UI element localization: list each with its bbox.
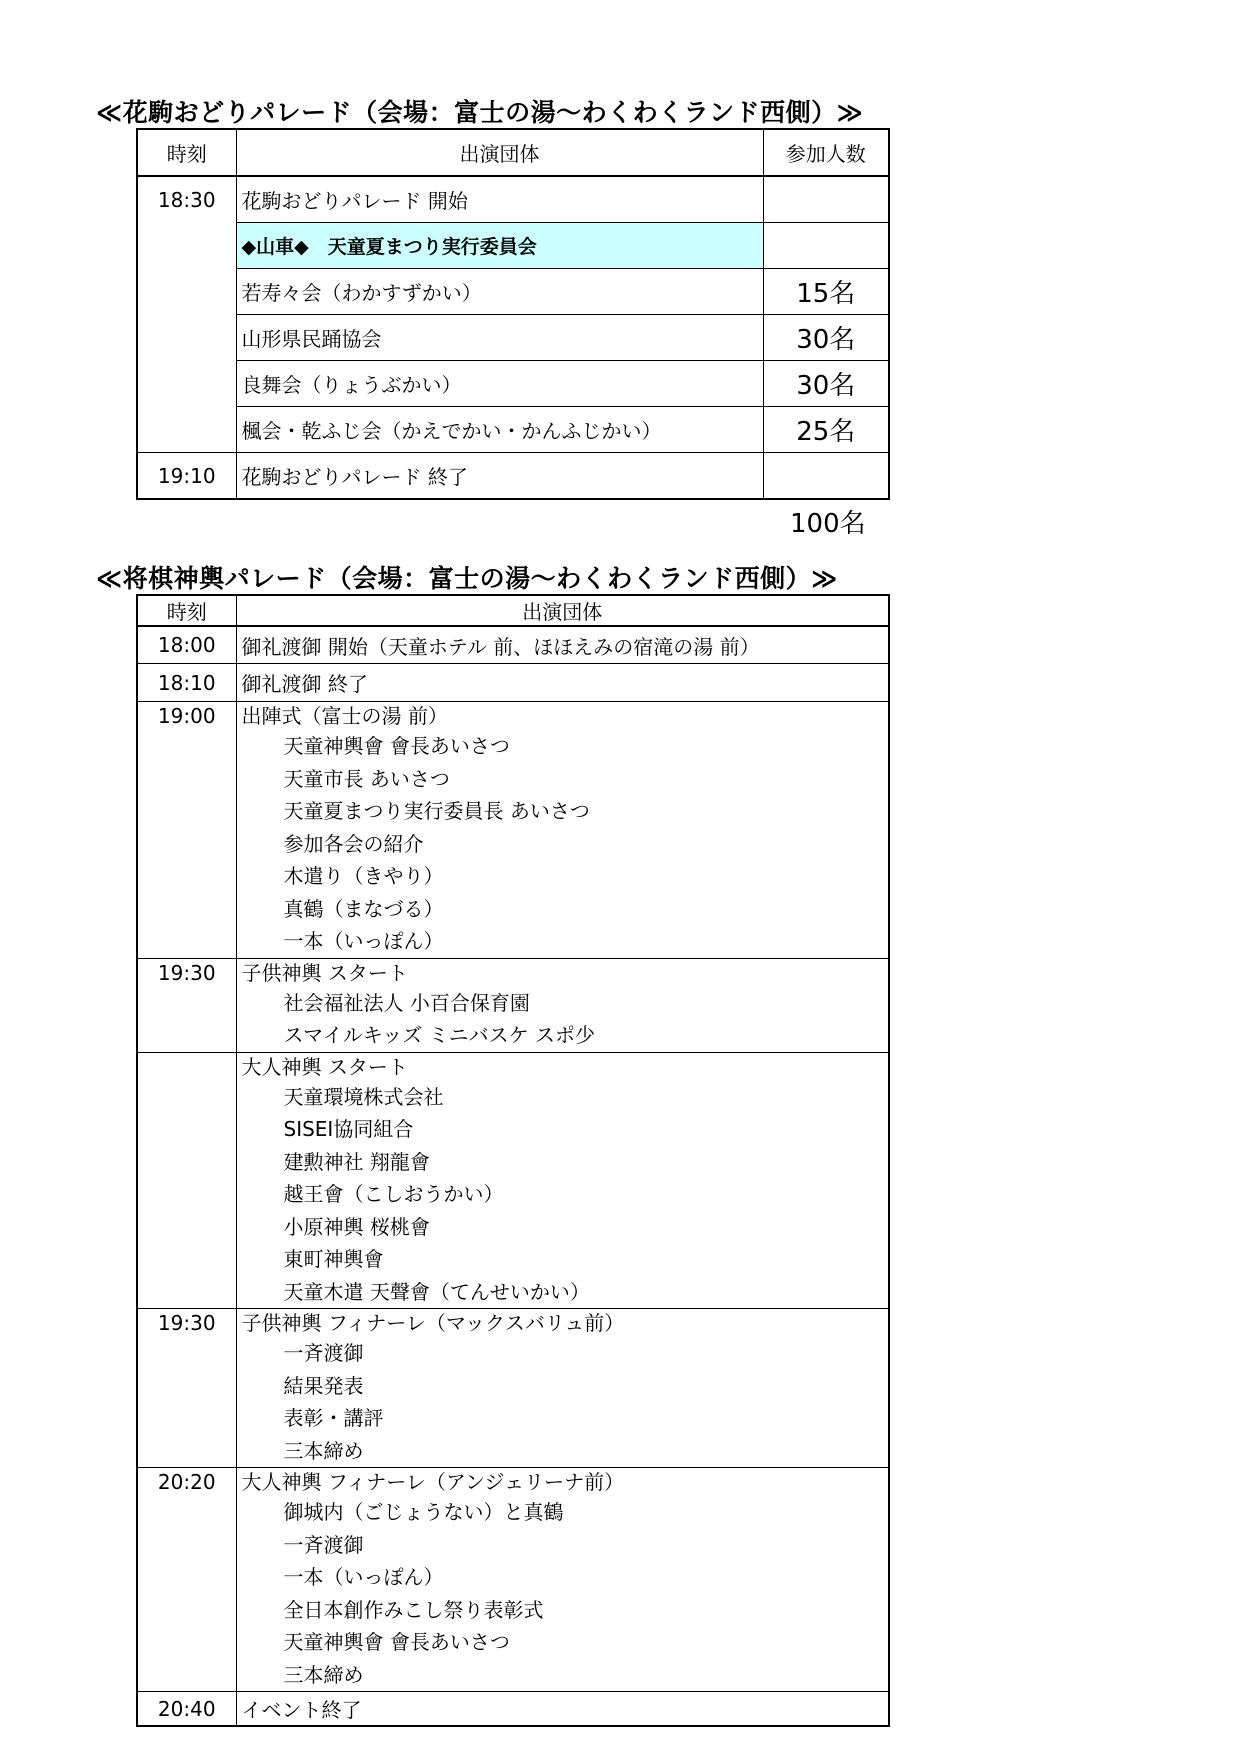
time-cell <box>137 315 236 361</box>
group-cell: イベント終了 <box>236 1692 889 1727</box>
group-cell: 花駒おどりパレード 終了 <box>236 453 763 500</box>
group-sub-line: 御城内（ごじょうない）と真鶴 <box>283 1500 564 1524</box>
group-main-line: 大人神輿 フィナーレ（アンジェリーナ前） <box>241 1470 625 1494</box>
group-cell-highlight: ◆山車◆ 天童夏まつり実行委員会 <box>236 223 763 269</box>
table-row <box>137 453 889 500</box>
time-label: 20:20 <box>157 1470 216 1494</box>
table-header <box>137 129 889 176</box>
table-row <box>137 1468 889 1692</box>
time-cell: 20:40 <box>137 1692 236 1727</box>
group-main-line: 子供神輿 フィナーレ（マックスバリュ前） <box>241 1311 625 1335</box>
group-sub-line: 結果発表 <box>283 1373 364 1398</box>
header-time: 時刻 <box>137 595 236 626</box>
header-group: 出演団体 <box>236 595 889 626</box>
shogi-mikoshi-parade-table <box>136 594 890 1727</box>
hanakoma-parade-table <box>136 128 890 500</box>
group-sub-line: 天童神輿會 會長あいさつ <box>283 1630 510 1654</box>
time-cell: 18:00 <box>137 626 236 664</box>
group-sub-line: 表彰・講評 <box>283 1406 384 1430</box>
group-sub-line: 天童神輿會 會長あいさつ <box>283 734 510 758</box>
group-sub-line: 木遣り（きやり） <box>283 864 444 888</box>
time-cell: 19:10 <box>137 453 236 500</box>
table-row <box>137 315 889 361</box>
group-sub-line: 一斉渡御 <box>283 1341 364 1365</box>
group-main-line: 大人神輿 スタート <box>241 1054 408 1079</box>
group-sub-line: 一斉渡御 <box>283 1532 364 1557</box>
time-cell <box>137 223 236 269</box>
table-row <box>137 958 889 1052</box>
table-row <box>137 626 889 664</box>
time-label <box>138 1053 236 1081</box>
table-row <box>137 1692 889 1727</box>
group-sub-line: 三本締め <box>283 1438 364 1463</box>
table-row <box>137 1052 889 1309</box>
time-cell <box>137 1309 236 1468</box>
group-sub-line: スマイルキッズ ミニバスケ スポ少 <box>283 1023 596 1047</box>
group-sub-line: 小原神輿 桜桃會 <box>283 1214 430 1239</box>
time-label: 19:30 <box>157 1311 216 1335</box>
count-cell <box>763 223 889 269</box>
table-row <box>137 664 889 702</box>
group-sub-line: 建勲神社 翔龍會 <box>283 1149 430 1174</box>
count-cell: 30名 <box>763 315 889 361</box>
table-row <box>137 407 889 453</box>
group-cell: 花駒おどりパレード 開始 <box>236 176 763 223</box>
table-row <box>137 176 889 223</box>
group-sub-line: 天童市長 あいさつ <box>283 766 450 791</box>
header-time: 時刻 <box>137 129 236 176</box>
group-sub-line: 天童環境株式会社 <box>283 1084 444 1109</box>
table-row <box>137 223 889 269</box>
group-sub-line: 天童木遣 天聲會（てんせいかい） <box>283 1279 590 1304</box>
group-sub-line: 真鶴（まなづる） <box>283 896 444 921</box>
time-cell: 18:30 <box>137 176 236 223</box>
group-cell: 若寿々会（わかすずかい） <box>236 269 763 315</box>
count-cell: 15名 <box>763 269 889 315</box>
time-cell <box>137 1052 236 1309</box>
time-cell <box>137 702 236 959</box>
count-cell <box>763 453 889 500</box>
group-sub-line: 一本（いっぽん） <box>283 929 444 953</box>
section1-title: ≪花駒おどりパレード（会場：富士の湯～わくわくランド西側）≫ <box>96 98 864 127</box>
time-label: 19:30 <box>157 960 216 985</box>
table-row <box>137 702 889 959</box>
header-group: 出演団体 <box>236 129 763 176</box>
count-cell: 30名 <box>763 361 889 407</box>
group-main-line: 子供神輿 スタート <box>241 960 408 985</box>
group-cell <box>236 1052 889 1309</box>
time-cell <box>137 361 236 407</box>
group-sub-line: 天童夏まつり実行委員長 あいさつ <box>283 799 590 823</box>
time-cell <box>137 1468 236 1692</box>
table-row <box>137 269 889 315</box>
section2-title: ≪将棋神輿パレード（会場：富士の湯～わくわくランド西側）≫ <box>96 564 838 593</box>
group-cell <box>236 958 889 1052</box>
group-cell: 楓会・乾ふじ会（かえでかい・かんふじかい） <box>236 407 763 453</box>
group-sub-line: 全日本創作みこし祭り表彰式 <box>283 1597 544 1622</box>
table-row <box>137 361 889 407</box>
group-cell: 良舞会（りょうぶかい） <box>236 361 763 407</box>
group-cell: 御礼渡御 終了 <box>236 664 889 702</box>
group-sub-line: 東町神輿會 <box>283 1247 384 1271</box>
group-cell <box>236 1309 889 1468</box>
group-cell <box>236 702 889 959</box>
group-sub-line: 越王會（こしおうかい） <box>283 1182 504 1206</box>
count-cell: 25名 <box>763 407 889 453</box>
table-row <box>137 1309 889 1468</box>
table-header <box>137 595 889 626</box>
group-sub-line: 参加各会の紹介 <box>283 831 424 856</box>
group-main-line: 出陣式（富士の湯 前） <box>241 704 448 728</box>
group-sub-line: 三本締め <box>283 1662 364 1687</box>
time-cell <box>137 407 236 453</box>
group-sub-line: 一本（いっぽん） <box>283 1565 444 1589</box>
header-count: 参加人数 <box>763 129 889 176</box>
time-cell: 18:10 <box>137 664 236 702</box>
group-cell: 御礼渡御 開始（天童ホテル 前、ほほえみの宿滝の湯 前） <box>236 626 889 664</box>
time-cell <box>137 958 236 1052</box>
group-cell <box>236 1468 889 1692</box>
group-sub-line: SISEI協同組合 <box>283 1117 414 1141</box>
total-count: 100名 <box>790 509 866 539</box>
time-cell <box>137 269 236 315</box>
group-sub-line: 社会福祉法人 小百合保育園 <box>283 990 530 1015</box>
count-cell <box>763 176 889 223</box>
group-cell: 山形県民踊協会 <box>236 315 763 361</box>
time-label: 19:00 <box>157 704 216 728</box>
